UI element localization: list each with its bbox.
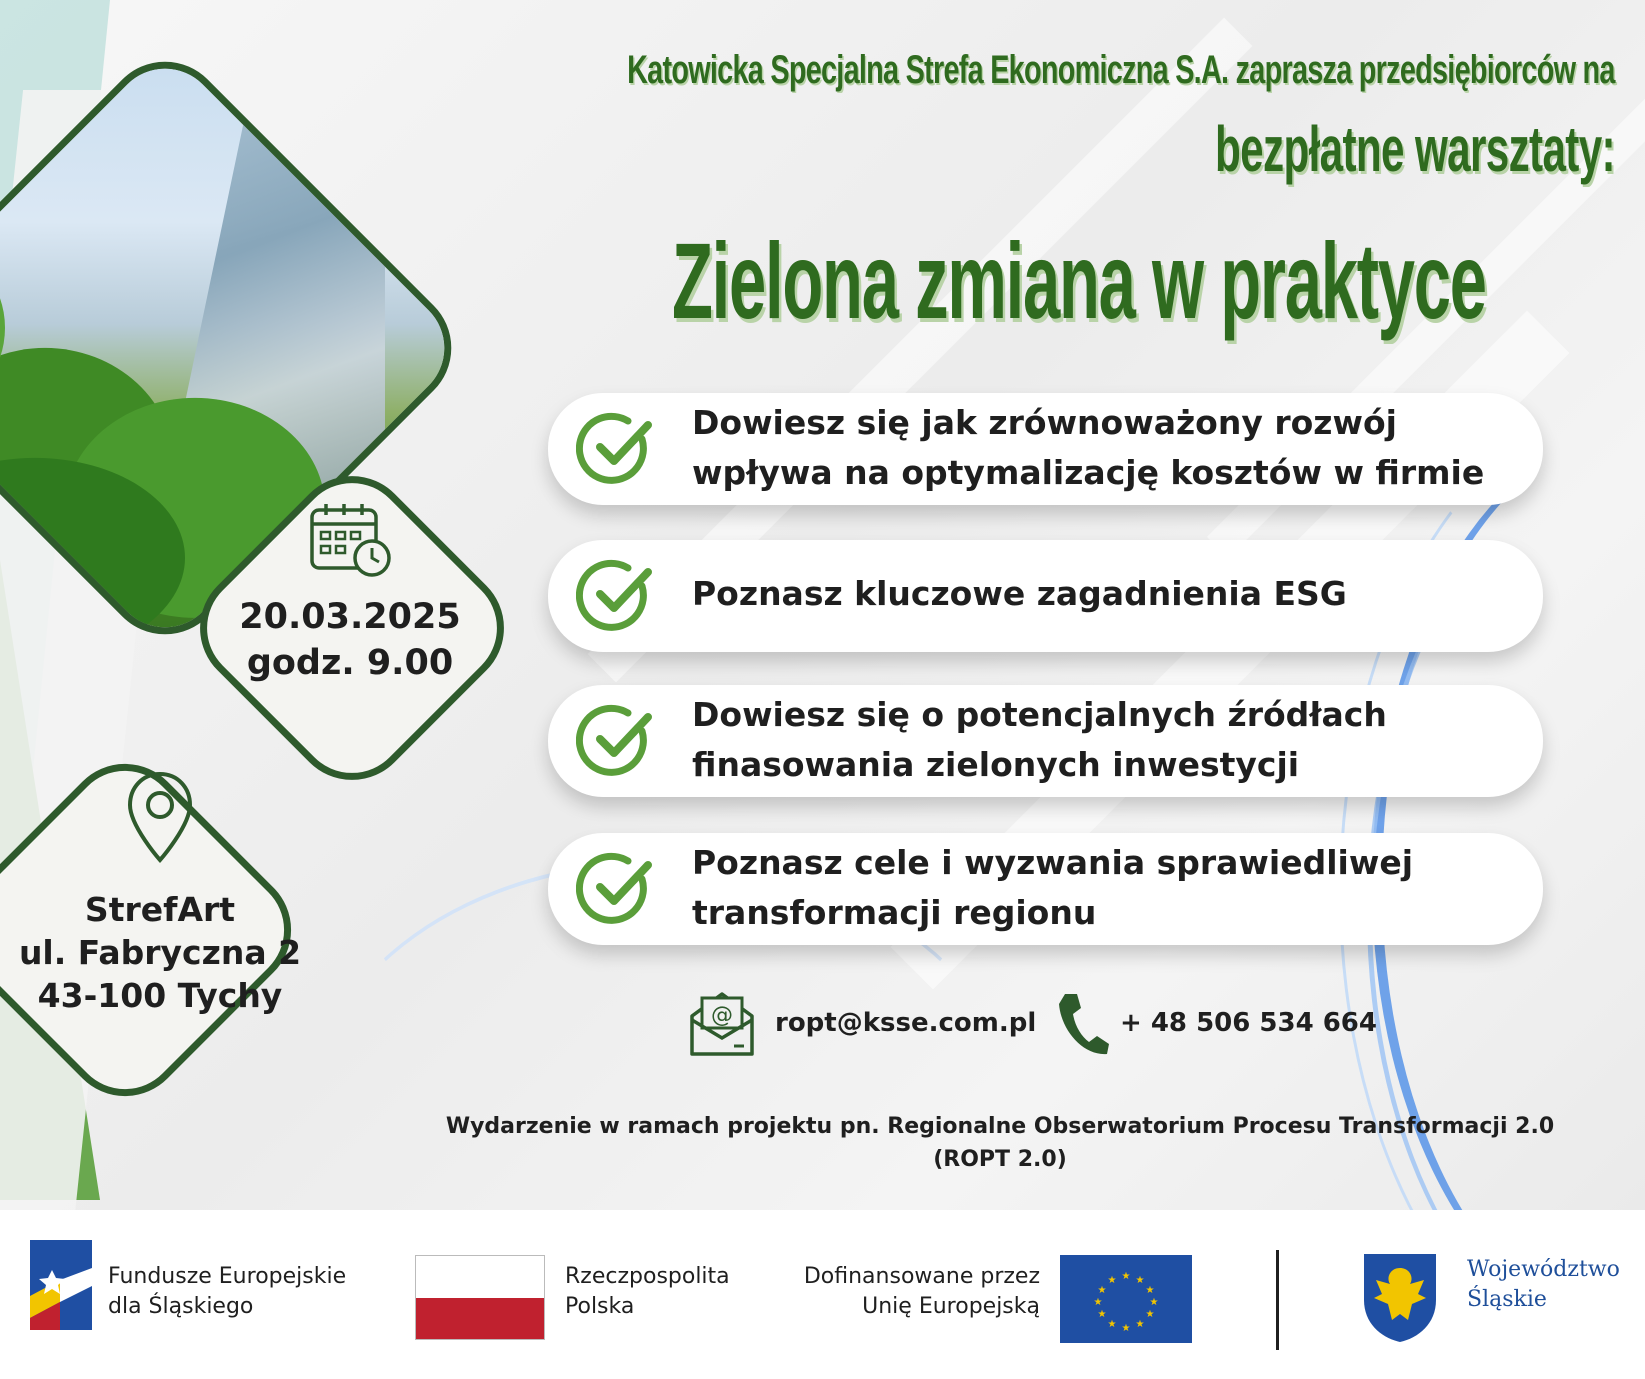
contact-phone[interactable]: + 48 506 534 664 — [1120, 1008, 1377, 1038]
footer-divider — [1276, 1250, 1279, 1350]
intro-text: Katowicka Specjalna Strefa Ekonomiczna S.A. zaprasza przedsiębiorców na — [627, 48, 1615, 92]
silesian-voivodeship-line: Województwo — [1467, 1257, 1620, 1282]
date-panel-content — [190, 500, 510, 686]
footer-logos — [0, 1210, 1645, 1379]
location-pin-icon — [125, 770, 195, 866]
eu-cofunded-line: Unię Europejską — [862, 1294, 1040, 1319]
benefit-line: Poznasz cele i wyzwania sprawiedliwej — [692, 843, 1414, 882]
venue-name: StrefArt — [84, 890, 236, 929]
republic-of-poland-line: Rzeczpospolita — [565, 1264, 730, 1289]
eu-flag-icon — [1060, 1255, 1192, 1343]
event-time: godz. 9.00 — [246, 643, 454, 683]
svg-text:★: ★ — [1107, 1319, 1117, 1330]
project-note-line: (ROPT 2.0) — [933, 1147, 1067, 1172]
event-date-block — [190, 594, 510, 686]
benefit-text — [692, 569, 1347, 619]
svg-text:★: ★ — [1121, 1271, 1131, 1282]
european-funds-line: Fundusze Europejskie — [108, 1264, 347, 1289]
benefit-line: transformacji regionu — [692, 893, 1097, 932]
contact-email[interactable]: ropt@ksse.com.pl — [775, 1008, 1037, 1038]
check-circle-icon — [576, 701, 656, 781]
eu-cofunded-line: Dofinansowane przez — [803, 1264, 1040, 1289]
benefit-line: Poznasz kluczowe zagadnienia ESG — [692, 574, 1347, 613]
republic-of-poland-line: Polska — [565, 1294, 635, 1319]
svg-text:★: ★ — [1135, 1275, 1145, 1286]
benefit-line: finasowania zielonych inwestycji — [692, 745, 1300, 784]
svg-text:★: ★ — [1145, 1309, 1155, 1320]
svg-text:★: ★ — [1107, 1275, 1117, 1286]
eu-cofunded-text — [790, 1262, 1040, 1322]
benefit-text — [692, 838, 1413, 938]
svg-text:★: ★ — [1135, 1319, 1145, 1330]
page-title: Zielona zmiana w praktyce — [672, 220, 1486, 341]
svg-text:★: ★ — [1121, 1323, 1131, 1334]
silesian-voivodeship-line: Śląskie — [1467, 1287, 1547, 1312]
svg-text:★: ★ — [1145, 1285, 1155, 1296]
silesia-coat-of-arms — [1360, 1250, 1440, 1345]
polish-flag — [415, 1255, 545, 1340]
phone-icon — [1055, 990, 1111, 1058]
benefit-card — [548, 393, 1543, 505]
event-address — [0, 888, 320, 1017]
benefit-text — [692, 398, 1484, 498]
benefit-line: Dowiesz się o potencjalnych źródłach — [692, 695, 1387, 734]
workshop-subtitle: bezpłatne warsztaty: — [1215, 113, 1615, 185]
benefit-text — [692, 690, 1387, 790]
european-funds-line: dla Śląskiego — [108, 1294, 254, 1319]
european-funds-logo — [30, 1240, 92, 1330]
benefit-line: wpływa na optymalizację kosztów w firmie — [692, 453, 1485, 492]
silesian-voivodeship-text — [1467, 1255, 1620, 1315]
event-date: 20.03.2025 — [239, 597, 461, 637]
street-address: ul. Fabryczna 2 — [18, 933, 302, 972]
svg-text:@: @ — [711, 1003, 733, 1028]
european-funds-text — [108, 1262, 346, 1322]
benefit-card — [548, 540, 1543, 652]
svg-text:★: ★ — [1149, 1297, 1159, 1308]
check-circle-icon — [576, 556, 656, 636]
email-icon — [688, 990, 756, 1058]
svg-text:★: ★ — [1097, 1285, 1107, 1296]
svg-text:★: ★ — [1093, 1297, 1103, 1308]
project-note-line: Wydarzenie w ramach projektu pn. Regionalne Obserwatorium Procesu Transformacji 2.0 — [445, 1114, 1555, 1139]
project-note — [380, 1110, 1620, 1176]
calendar-clock-icon — [308, 500, 392, 580]
check-circle-icon — [576, 409, 656, 489]
benefit-line: Dowiesz się jak zrównoważony rozwój — [692, 403, 1397, 442]
svg-text:★: ★ — [1097, 1309, 1107, 1320]
city-address: 43-100 Tychy — [37, 976, 283, 1015]
check-circle-icon — [576, 849, 656, 929]
benefit-card — [548, 685, 1543, 797]
address-panel-content — [0, 770, 320, 1017]
benefit-card — [548, 833, 1543, 945]
republic-of-poland-text — [565, 1262, 730, 1322]
